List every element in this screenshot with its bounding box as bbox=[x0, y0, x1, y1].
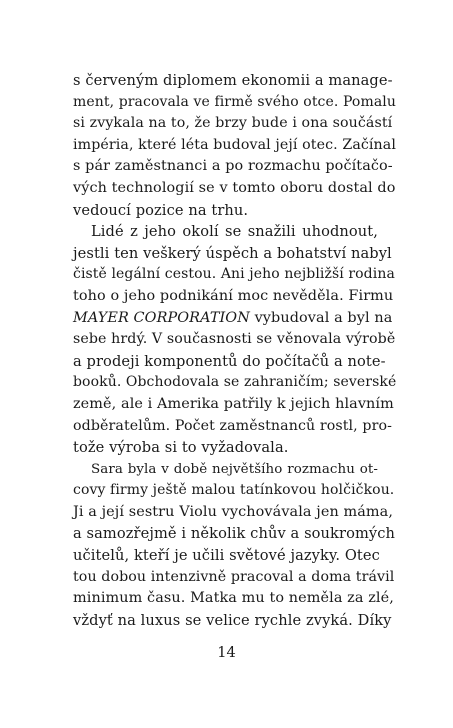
text-line-rest: vybudoval a byl na bbox=[249, 309, 393, 326]
paragraph-3 bbox=[73, 459, 396, 632]
text-line: ment, pracovala ve firmě svého otce. Pomalu bbox=[73, 93, 396, 110]
text-line: Lidé z jeho okolí se snažili uhodnout, bbox=[91, 223, 378, 241]
text-line: čistě legální cestou. Ani jeho nejbližší rodina bbox=[73, 266, 395, 283]
paragraph-1 bbox=[73, 70, 396, 221]
page-number: 14 bbox=[217, 644, 236, 661]
text-line: s červeným diplomem ekonomii a manage- bbox=[73, 72, 393, 89]
body-text bbox=[73, 70, 397, 631]
text-line: vedoucí pozice na trhu. bbox=[73, 201, 249, 219]
text-line: booků. Obchodovala se zahraničím; severské bbox=[73, 374, 397, 391]
text-line: Sara byla v době největšího rozmachu ot- bbox=[91, 461, 378, 477]
text-line: tože výroba si to vyžadovala. bbox=[73, 439, 289, 457]
text-line-company bbox=[73, 308, 393, 330]
paragraph-2 bbox=[73, 221, 397, 459]
text-line: a samozřejmě i několik chův a soukromých bbox=[73, 525, 396, 543]
text-line: minimum času. Matka mu to neměla za zlé, bbox=[73, 590, 394, 607]
text-line: covy firmy ještě malou tatínkovou holčičkou. bbox=[73, 482, 395, 499]
text-line: učitelů, kteří je učili světové jazyky. Otec bbox=[73, 547, 380, 565]
text-line: impéria, které léta budoval její otec. Začínal bbox=[73, 136, 396, 153]
text-line: jestli ten veškerý úspěch a bohatství nabyl bbox=[73, 244, 392, 262]
text-line: tou dobou intenzivně pracoval a doma trávil bbox=[73, 568, 395, 585]
company-name: MAYER CORPORATION bbox=[73, 309, 250, 326]
text-line: sebe hrdý. V současnosti se věnovala výrobě bbox=[73, 331, 396, 348]
text-line: vždyť na luxus se velice rychle zvyká. Díky bbox=[73, 611, 392, 629]
text-line: odběratelům. Počet zaměstnanců rostl, pro- bbox=[73, 417, 393, 434]
text-line: země, ale i Amerika patřily k jejich hlavním bbox=[73, 395, 394, 412]
text-line: Ji a její sestru Violu vychovávala jen máma, bbox=[73, 503, 394, 520]
text-line: a prodeji komponentů do počítačů a note- bbox=[73, 352, 386, 370]
text-line: vých technologií se v tomto oboru dostal do bbox=[73, 179, 396, 196]
text-line: toho o jeho podnikání moc nevěděla. Firmu bbox=[73, 287, 394, 304]
text-line: si zvykala na to, že brzy bude i ona součástí bbox=[73, 115, 393, 132]
text-line: s pár zaměstnanci a po rozmachu počítačo- bbox=[73, 158, 393, 175]
